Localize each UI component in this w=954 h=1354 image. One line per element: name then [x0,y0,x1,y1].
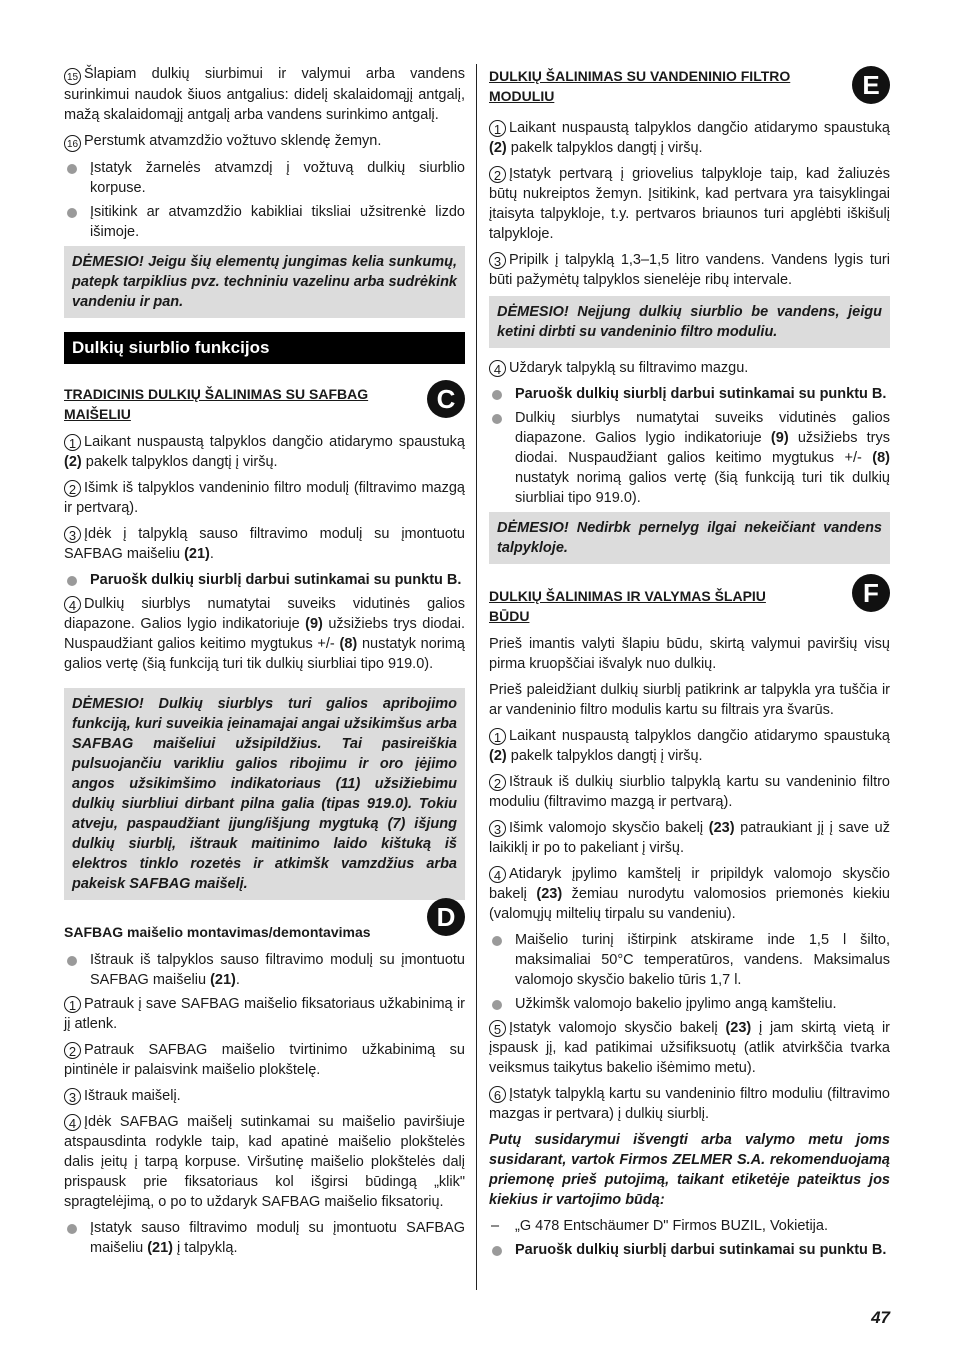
step-5: 5 Įstatyk valomojo skysčio bakelį (23) į jam skirtą vietą ir įspausk jį, kad patikimai užsifiksuotų (atlik atvirkščia tvarka veiksmus taikytus bakelio išėmimo metu). [489,1020,890,1076]
section-letter-badge: D [427,898,465,936]
left-column [64,64,465,1262]
bullet-item: Maišelio turinį ištirpink atskirame inde 1,5 l šilto, maksimaliai 50°C temperatūros, vandens. Maksimalus valomojo skysčio bakelio tūris 1,7 l. [489,930,890,990]
dash-item: – „G 478 Entschäumer D" Firmos BUZIL, Vokietija. [489,1216,890,1236]
right-column [489,64,890,1264]
step-3: 3 Ištrauk maišelį. [64,1086,465,1106]
bullet-item: Paruošk dulkių siurblį darbui sutinkamai su punktu B. [489,384,890,404]
bullet-item: Įsitikink ar atvamzdžio kabikliai tiksliai užsitrenkė lizdo išimoje. [64,202,465,242]
column-divider [476,64,477,1290]
step-6: 6 Įstatyk talpyklą kartu su vandeninio filtro moduliu (filtravimo mazgas ir pertvara) į dulkių siurblį. [489,1086,890,1122]
paragraph: Prieš paleidžiant dulkių siurblį patikrink ar talpykla yra tuščia ir ar vandeninio filtro modulis kartu su filtrais yra švarūs. [489,682,890,718]
subsection-heading-e: DULKIŲ ŠALINIMAS SU VANDENINIO FILTRO MODULIU E [489,66,890,106]
step-1: 1 Laikant nuspaustą talpyklos dangčio atidarymo spaustuką (2) pakelk talpyklos dangtį į viršų. [489,120,890,156]
step-3: 3 Išimk valomojo skysčio bakelį (23) patraukiant jį į save už laikiklį ir po to pakeliant į viršų. [489,820,890,856]
step-4: 4 Uždaryk talpyklą su filtravimo mazgu. [489,358,890,378]
step-3: 3 Įdėk į talpyklą sauso filtravimo modulį su įmontuotu SAFBAG maišeliu (21). [64,526,465,562]
bullet-item: Ištrauk iš talpyklos sauso filtravimo modulį su įmontuotu SAFBAG maišeliu (21). [64,950,465,990]
step-1: 1 Patrauk į save SAFBAG maišelio fiksatoriaus užkabinimą ir jį atlenk. [64,996,465,1032]
section-letter-badge: F [852,574,890,612]
bullet-item: Įstatyk sauso filtravimo modulį su įmontuotu SAFBAG maišeliu (21) į talpyklą. [64,1218,465,1258]
step-2: 2 Išimk iš talpyklos vandeninio filtro modulį (filtravimo mazgą ir pertvarą). [64,480,465,516]
warning-box: DĖMESIO! Neįjung dulkių siurblio be vandens, jeigu ketini dirbti su vandeninio filtro moduliu. [489,296,890,348]
step-2: 2 Ištrauk iš dulkių siurblio talpyklą kartu su vandeninio filtro moduliu (filtravimo mazgą ir pertvarą). [489,774,890,810]
page-number: 47 [871,1308,890,1327]
step-number: 15 [64,68,81,85]
step-1: 1 Laikant nuspaustą talpyklos dangčio atidarymo spaustuką (2) pakelk talpyklos dangtį į viršų. [64,434,465,470]
note-paragraph: Putų susidarymui išvengti arba valymo metu joms susidarant, vartok Firmos ZELMER S.A. rekomenduojamą priemonę prieš putojimą, taikant etiketėje pateiktus jos kiekius ir vartojimo būdą: [489,1132,890,1208]
bullet-item: Paruošk dulkių siurblį darbui sutinkamai su punktu B. [489,1240,890,1260]
subsection-heading-c: TRADICINIS DULKIŲ ŠALINIMAS SU SAFBAG MAIŠELIU C [64,384,465,424]
warning-box: DĖMESIO! Jeigu šių elementų jungimas kelia sunkumų, patepk tarpiklius pvz. techniniu vazelinu arba sudrėkink vandeniu ir pan. [64,246,465,318]
step-3: 3 Pripilk į talpyklą 1,3–1,5 litro vandens. Vandens lygis turi būti pažymėtų talpyklos sienelėje ribų intervale. [489,252,890,288]
section-heading: Dulkių siurblio funkcijos [64,332,465,364]
subsection-heading-d: SAFBAG maišelio montavimas/demontavimas D [64,922,465,942]
step-15: 15 Šlapiam dulkių siurbimui ir valymui arba vandens surinkimui naudok šiuos antgalius: didelį skalaidomąjį antgalį, mažą skalaidomąjį antgalį arba vandens surinkimo antgalį. [64,66,465,123]
section-letter-badge: E [852,66,890,104]
step-4: 4 Įdėk SAFBAG maišelį sutinkamai su maišelio paviršiuje atspausdinta rodykle taip, kad apatinė maišelio plokštelės dalis įeitų į tarpą korpuse. Viršutinę maišelio plokštelės dalį prispausk prie fiksatoriaus kol išgirsi būdingą „klik" spragtelėjimą, o po to uždaryk SAFBAG maišelio fiksatorių. [64,1114,465,1210]
bullet-item: Užkimšk valomojo bakelio įpylimo angą kamšteliu. [489,994,890,1014]
step-number: 16 [64,135,81,152]
paragraph: Prieš imantis valyti šlapiu būdu, skirtą valymui paviršių visų pirma kruopščiai išvalyk nuo dulkių. [489,636,890,672]
step-16: 16 Perstumk atvamzdžio vožtuvo sklendę žemyn. [64,131,465,152]
bullet-item: Dulkių siurblys numatytai suveiks vidutinės galios diapazone. Galios lygio indikatoriuje (9) užsižiebs trys diodai. Nuspaudžiant galios keitimo mygtukus +/- (8) nustatyk norimą galios vertę (šią funkciją turi tik dulkių siurbliai tipo 919.0). [489,408,890,508]
step-4: 4 Atidaryk įpylimo kamštelį ir pripildyk valomojo skysčio bakelį (23) žemiau nurodytu valomosios priemonės kiekiu (valomųjų miltelių tirpalu su vandeniu). [489,866,890,922]
warning-box: DĖMESIO! Nedirbk pernelyg ilgai nekeičiant vandens talpykloje. [489,512,890,564]
step-4: 4 Dulkių siurblys numatytai suveiks vidutinės galios diapazone. Galios lygio indikatoriuje (9) užsižiebs trys diodai. Nuspaudžiant galios keitimo mygtukus +/- (8) nustatyk norimą galios vertę (šią funkciją turi tik dulkių siurbliai tipo 919.0). [64,596,465,672]
step-2: 2 Įstatyk pertvarą į griovelius talpykloje taip, kad žaliuzės būtų nukreiptos žemyn. Įsitikink, kad pertvara yra taisyklingai įtaisyta talpykloje, t.y. pertvaros briaunos turi apglėbti iškišulį talpykloje. [489,166,890,242]
step-2: 2 Patrauk SAFBAG maišelio tvirtinimo užkabinimą su pintinėle ir palaisvink maišelio plokštelę. [64,1042,465,1078]
step-1: 1 Laikant nuspaustą talpyklos dangčio atidarymo spaustuką (2) pakelk talpyklos dangtį į viršų. [489,728,890,764]
warning-box: DĖMESIO! Dulkių siurblys turi galios apribojimo funkciją, kuri suveikia įeinamajai angai užsikimšus arba SAFBAG maišeliui užsipildžius. Tai pasireiškia pulsuojančiu varikliu galios ribojimu ir oro įėjimo angos užsikimšimo indikatoriaus (11) užsižiebimu dulkių siurbliui dirbant pilna galia (tipas 919.0). Tokiu atveju, paspaudžiant įjung/išjung mygtuką (7) išjung dulkių siurblį, ištrauk maitinimo laido kištuką iš elektros tinklo rozetės ir atkimšk vamzdžius arba pakeisk SAFBAG maišelį. [64,688,465,900]
section-letter-badge: C [427,380,465,418]
bullet-item: Įstatyk žarnelės atvamzdį į vožtuvą dulkių siurblio korpuse. [64,158,465,198]
subsection-heading-f: DULKIŲ ŠALINIMAS IR VALYMAS ŠLAPIU BŪDU F [489,586,890,626]
bullet-item: Paruošk dulkių siurblį darbui sutinkamai su punktu B. [64,570,465,590]
